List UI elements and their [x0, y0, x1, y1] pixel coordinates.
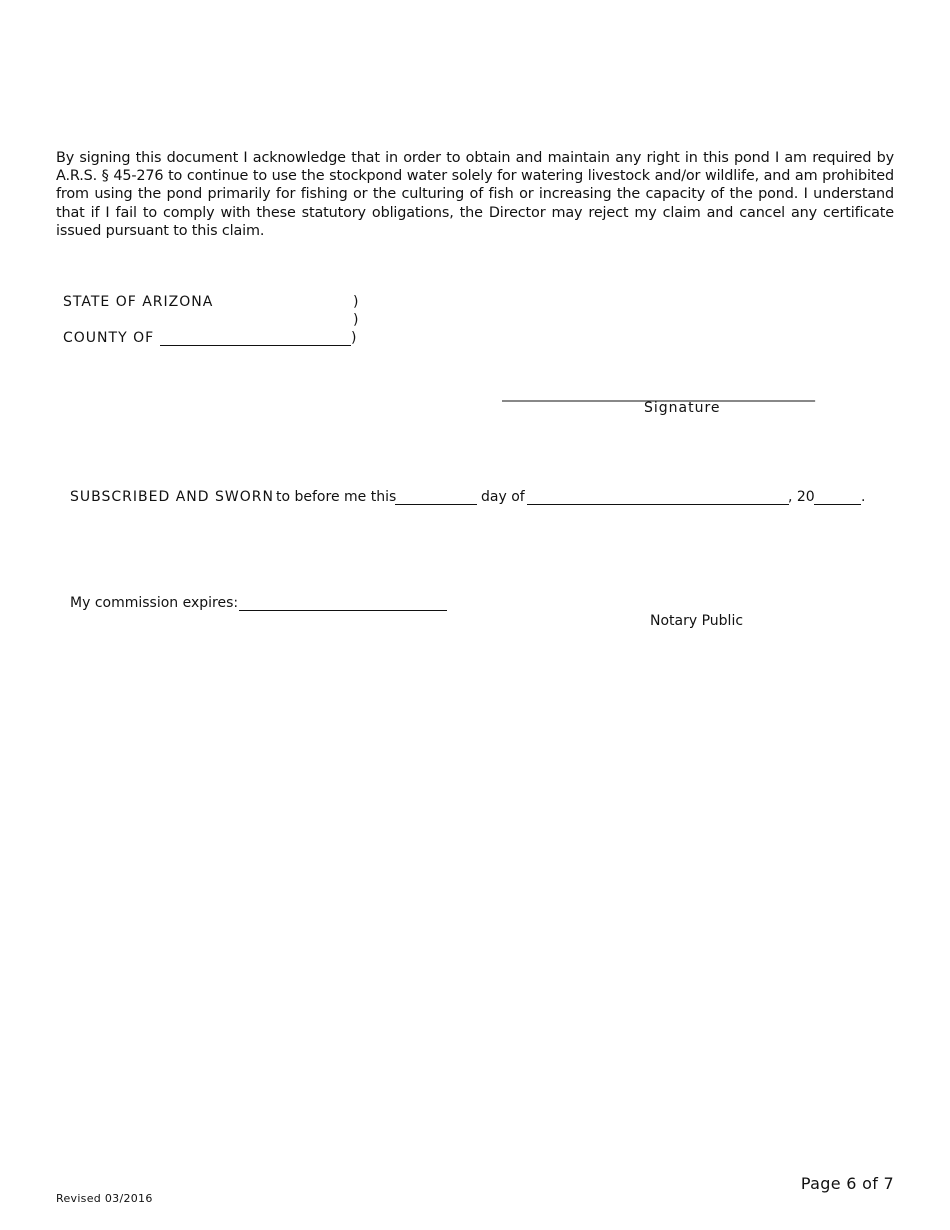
jurat-period: . — [861, 489, 866, 505]
notary-public-label: Notary Public — [650, 613, 744, 629]
subscribed-label: SUBSCRIBED AND SWORN — [70, 489, 274, 505]
page-number: Page 6 of 7 — [800, 1174, 894, 1193]
county-field[interactable] — [160, 345, 351, 346]
venue-paren-3: ) — [351, 330, 357, 346]
venue-paren-2: ) — [353, 312, 359, 328]
commission-label: My commission expires: — [70, 595, 239, 611]
signature-label: Signature — [644, 400, 721, 416]
commission-field[interactable] — [239, 610, 447, 611]
acknowledgement-paragraph: By signing this document I acknowledge that in order to obtain and maintain any right in this pond I am required by A.R.S. § 45-276 to continue to use the stockpond water solely for watering livestock and/or wildlife, and am prohibited from using the pond primarily for fishing or the culturing of fish or increasing the capacity of the pond. I understand that if I fail to comply with these statutory obligations, the Director may reject my claim and cancel any certificate issued pursuant to this claim. — [56, 150, 894, 239]
state-label: STATE OF ARIZONA — [63, 294, 214, 310]
month-field[interactable] — [527, 504, 789, 505]
to-before-label: to before me this — [276, 489, 397, 505]
revised-date: Revised 03/2016 — [56, 1192, 153, 1205]
county-label: COUNTY OF — [63, 330, 155, 346]
signature-line[interactable]: ______________________________________________ — [502, 386, 815, 402]
venue-paren-1: ) — [353, 294, 359, 310]
day-of-label: day of — [481, 489, 525, 505]
year-prefix: , 20 — [788, 489, 815, 505]
day-field[interactable] — [395, 504, 477, 505]
year-field[interactable] — [814, 504, 861, 505]
